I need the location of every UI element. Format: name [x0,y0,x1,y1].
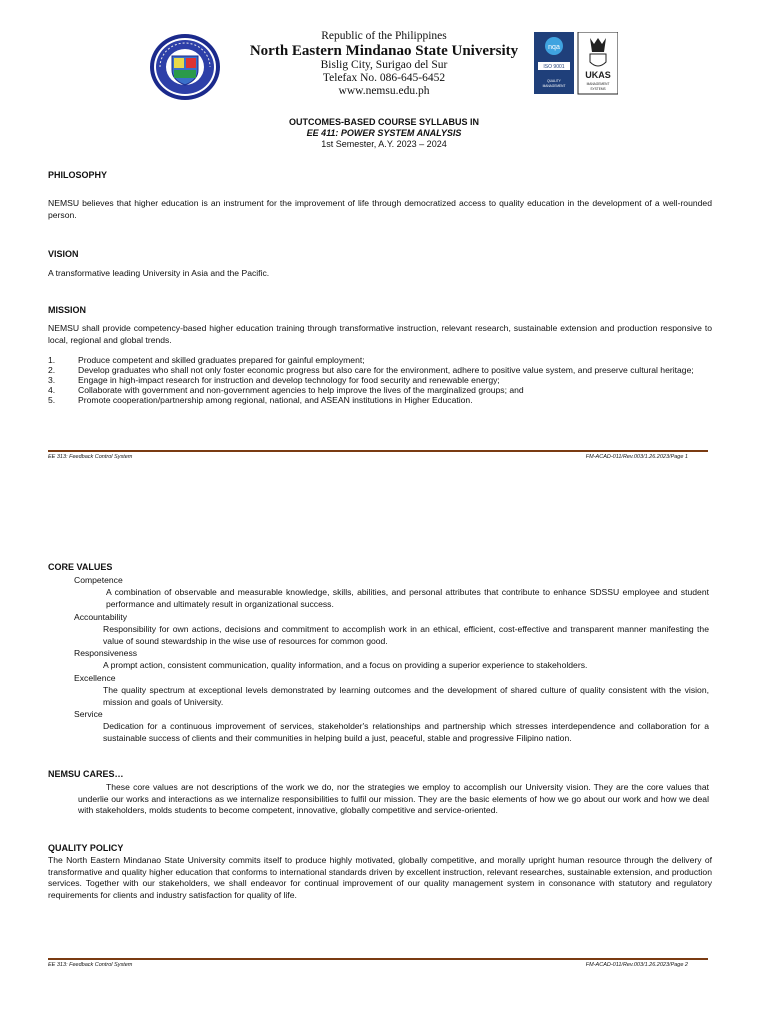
header-telefax: Telefax No. 086-645-6452 [322,72,446,84]
core-value-desc: The quality spectrum at exceptional levels demonstrated by learning outcomes and the development of shared culture of quality consistent with the vision, mission and goals of University. [103,685,709,707]
quality-policy-text: The North Eastern Mindanao State University commits itself to produce highly motivated, globally competitive, and morally upright human resource through the delivery of transformative and quality higher education that conforms to international standards driven by excellent instruction, relevant researches, sustainable extension, and production services. Together with our stakeholders, we shall endeavor for continual improvement of our quality management system in consonance with statutory and regulatory requirements for clients and industry satisfaction for quality of life. [48,855,712,900]
core-value-name: Responsiveness [74,648,138,658]
philosophy-heading: PHILOSOPHY [48,170,108,180]
course-title: EE 411: POWER SYSTEM ANALYSIS [306,128,462,138]
footer-page-ref: FM-ACAD-011/Rev.003/1.26.2023/Page 2 [585,962,688,968]
footer-rule [48,450,708,452]
mission-text: NEMSU shall provide competency-based higher education training through transformative instruction, relevant research, sustainable extension and production responsive to local, regional and global trends. [48,323,712,345]
core-values-heading: CORE VALUES [48,562,113,572]
svg-text:MANAGEMENT: MANAGEMENT [586,82,610,86]
core-value-desc: Responsibility for own actions, decisions and commitment to accomplish work in an ethical, efficient, cost-effective and transparent manner manifesting the value of sound stewardship in the wise use of resources for common good. [103,624,709,646]
header-website: www.nemsu.edu.ph [338,85,430,97]
core-value-name: Excellence [74,673,116,683]
svg-text:QUALITY: QUALITY [547,79,561,83]
footer-page-ref: FM-ACAD-011/Rev.003/1.26.2023/Page 1 [585,454,688,460]
vision-heading: VISION [48,249,79,259]
list-item: 1. Produce competent and skilled graduates prepared for gainful employment; [48,355,365,365]
core-value-name: Service [74,709,103,719]
mission-heading: MISSION [48,305,87,315]
list-item: 3. Engage in high-impact research for instruction and develop technology for food security and renewable energy; [48,375,500,385]
philosophy-text: NEMSU believes that higher education is an instrument for the improvement of life through democratized access to quality education in the development of a well-rounded person. [48,198,712,220]
nemsu-cares-text: These core values are not descriptions of the work we do, nor the strategies we employ to accomplish our University vision. They are the core values that underlie our works and interactions as we internalize responsibilities to fulfil our mission. They are the basic elements of how we go about our work and how we deal with stakeholders, molds students to become competent, innovative, globally competitive and service-oriented. [78,782,709,815]
header-address: Bislig City, Surigao del Sur [320,59,448,71]
svg-text:MANAGEMENT: MANAGEMENT [542,84,566,88]
quality-policy-heading: QUALITY POLICY [48,843,124,853]
semester-line: 1st Semester, A.Y. 2023 – 2024 [321,139,447,149]
core-value-name: Competence [74,575,123,585]
svg-text:SYSTEMS: SYSTEMS [590,87,606,91]
footer-rule [48,958,708,960]
list-item: 2. Develop graduates who shall not only foster economic progress but also care for the environment, adhere to positive value system, and preserve cultural heritage; [48,365,694,375]
core-value-desc: Dedication for a continuous improvement of services, stakeholder's relationships and partnership which stresses interdependence and collaboration for a sustainable success of clients and their communities in helping build a just, peaceful, stable and progressive Filipino nation. [103,721,709,743]
footer-course: EE 313: Feedback Control System [48,962,133,968]
core-value-name: Accountability [74,612,128,622]
header-university-name: North Eastern Mindanao State University [249,43,519,59]
core-value-desc: A combination of observable and measurable knowledge, skills, abilities, and personal attributes that contribute to enhance SDSSU employee and student performance and ultimately result in organizational success. [106,587,709,609]
vision-text: A transformative leading University in Asia and the Pacific. [48,268,270,278]
syllabus-title: OUTCOMES-BASED COURSE SYLLABUS IN [288,117,479,127]
svg-text:ISO 9001: ISO 9001 [543,64,565,70]
nemsu-cares-heading: NEMSU CARES… [48,769,124,779]
list-item: 4. Collaborate with government and non-government agencies to help improve the lives of the marginalized groups; and [48,385,524,395]
svg-text:nqa: nqa [548,44,560,51]
header-republic: Republic of the Philippines [321,30,447,42]
list-item: 5. Promote cooperation/partnership among regional, national, and ASEAN institutions in Higher Education. [48,395,473,405]
svg-text:UKAS: UKAS [585,70,611,80]
footer-course: EE 313: Feedback Control System [48,454,133,460]
core-value-desc: A prompt action, consistent communication, quality information, and a focus on providing a superior experience to stakeholders. [103,660,588,670]
mission-list [48,355,712,405]
